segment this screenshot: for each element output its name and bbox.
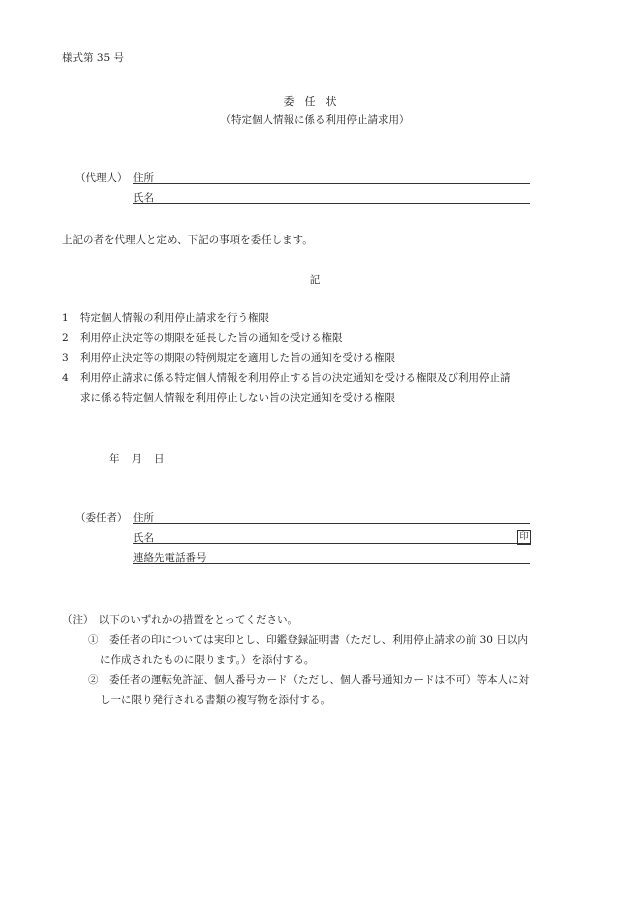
agent-name-line[interactable] [133, 203, 530, 204]
item-number: 4 [62, 372, 69, 384]
form-number: 様式第 35 号 [62, 52, 125, 64]
agent-name-label: 氏名 [133, 192, 154, 204]
delegation-statement: 上記の者を代理人と定め、下記の事項を委任します。 [62, 234, 313, 246]
note-text: 委任者の運転免許証、個人番号カード（ただし、個人番号通知カードは不可）等本人に対 [109, 674, 529, 686]
month-label: 月 [131, 453, 142, 465]
agent-role-label: （代理人） [75, 172, 128, 184]
item-text-continuation: 求に係る特定個人情報を利用停止しない旨の決定通知を受ける権限 [80, 392, 395, 404]
note-text: 委任者の印については実印とし、印鑑登録証明書（ただし、利用停止請求の前 30 日以内 [109, 634, 528, 646]
principal-role-label: （委任者） [75, 512, 128, 524]
item-text: 特定個人情報の利用停止請求を行う権限 [80, 312, 269, 324]
item-number: 3 [62, 352, 69, 364]
item-number: 2 [62, 332, 69, 344]
list-item [62, 370, 511, 385]
item-text: 利用停止決定等の期限を延長した旨の通知を受ける権限 [80, 332, 343, 344]
note-mark: ① [88, 634, 99, 646]
note-text-continuation: し一に限り発行される書類の複写物を添付する。 [100, 694, 331, 706]
note-mark: ② [88, 674, 99, 686]
principal-phone-label: 連絡先電話番号 [133, 552, 207, 564]
item-text: 利用停止請求に係る特定個人情報を利用停止する旨の決定通知を受ける権限及び利用停止請 [80, 372, 511, 384]
list-item [62, 310, 269, 325]
agent-address-line[interactable] [133, 183, 530, 184]
list-item [62, 350, 395, 365]
year-label: 年 [109, 453, 120, 465]
ki-heading: 記 [309, 274, 321, 286]
seal-mark: 印 [517, 530, 531, 545]
list-item [62, 330, 343, 345]
note-text-continuation: に作成されたものに限ります。）を添付する。 [100, 654, 315, 666]
note-item [88, 632, 528, 647]
principal-address-line[interactable] [133, 523, 530, 524]
date-line [109, 451, 177, 466]
note-item [88, 672, 529, 687]
day-label: 日 [154, 453, 165, 465]
document-subtitle: （特定個人情報に係る利用停止請求用） [220, 114, 410, 126]
item-text: 利用停止決定等の期限の特例規定を適用した旨の通知を受ける権限 [80, 352, 395, 364]
principal-phone-line[interactable] [133, 563, 530, 564]
principal-address-label: 住所 [133, 512, 154, 524]
item-number: 1 [62, 312, 69, 324]
document-title: 委任状 [283, 95, 347, 108]
principal-name-line[interactable] [133, 543, 530, 544]
agent-address-label: 住所 [133, 172, 154, 184]
principal-name-label: 氏名 [133, 532, 154, 544]
notes-heading: （注） 以下のいずれかの措置をとってください。 [62, 614, 299, 626]
